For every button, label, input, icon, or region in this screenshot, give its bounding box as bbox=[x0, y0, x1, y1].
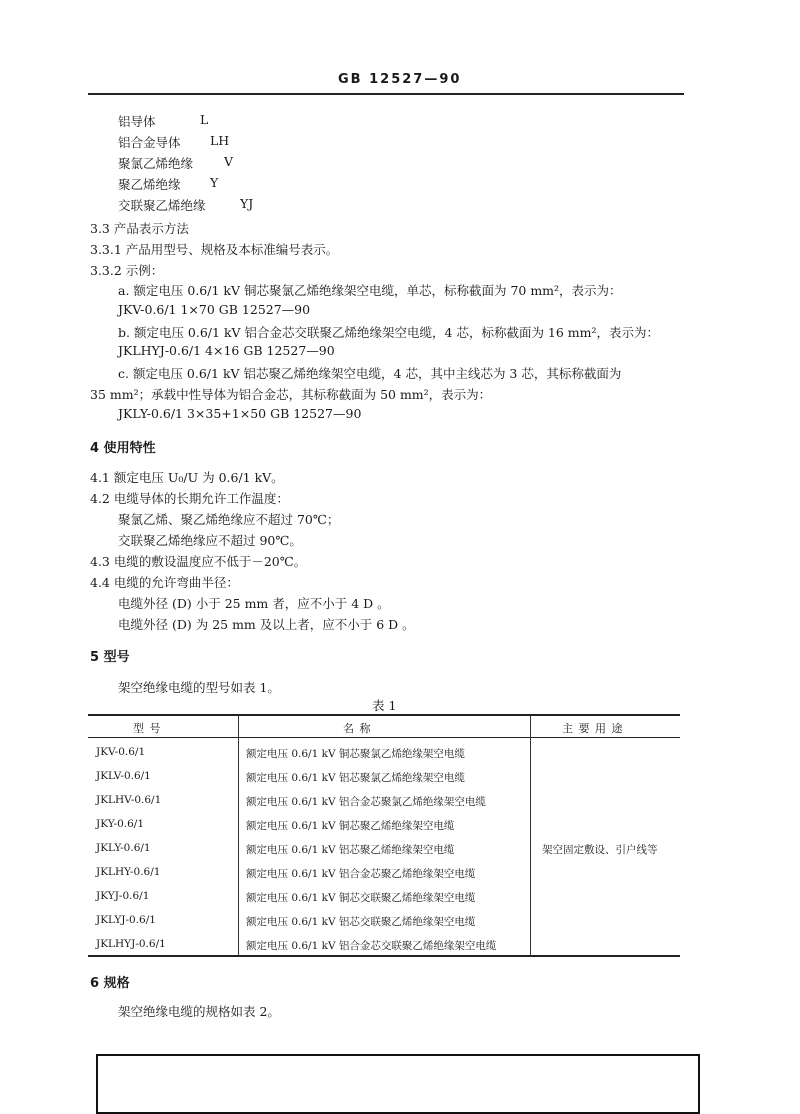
abbr-code: Y bbox=[210, 175, 219, 190]
section-6-title: 6 规格 bbox=[90, 976, 130, 991]
abbr-code: V bbox=[224, 154, 234, 169]
clause-4-1: 4.1 额定电压 U₀/U 为 0.6/1 kV。 bbox=[90, 470, 284, 485]
table-cell-model: JKLYJ-0.6/1 bbox=[96, 914, 156, 926]
bottom-frame bbox=[96, 1054, 700, 1114]
clause-4-2: 4.2 电缆导体的长期允许工作温度： bbox=[90, 491, 289, 506]
table-cell-model: JKLHV-0.6/1 bbox=[96, 794, 162, 806]
table-cell-name: 额定电压 0.6/1 kV 铝芯聚乙烯绝缘架空电缆 bbox=[246, 844, 455, 856]
table-header-rule bbox=[88, 737, 680, 738]
clause-4-3: 4.3 电缆的敷设温度应不低于－20℃。 bbox=[90, 554, 307, 569]
section-4-title: 4 使用特性 bbox=[90, 441, 156, 456]
clause-3-3-1: 3.3.1 产品用型号、规格及本标准编号表示。 bbox=[90, 242, 339, 257]
table-cell-name: 额定电压 0.6/1 kV 铝合金芯聚氯乙烯绝缘架空电缆 bbox=[246, 796, 486, 808]
table-cell-model: JKLY-0.6/1 bbox=[96, 842, 151, 854]
clause-3-3: 3.3 产品表示方法 bbox=[90, 221, 189, 236]
clause-4-4-a: 电缆外径 (D) 小于 25 mm 者，应不小于 4 D 。 bbox=[118, 596, 390, 611]
abbr-name: 交联聚乙烯绝缘 bbox=[118, 198, 206, 213]
table-cell-name: 额定电压 0.6/1 kV 铝芯交联聚乙烯绝缘架空电缆 bbox=[246, 916, 476, 928]
clause-3-3-2: 3.3.2 示例： bbox=[90, 263, 164, 278]
abbr-name: 聚乙烯绝缘 bbox=[118, 177, 181, 192]
example-c-line1: c. 额定电压 0.6/1 kV 铝芯聚乙烯绝缘架空电缆，4 芯，其中主线芯为 3 芯，其标称截面为 bbox=[118, 366, 622, 381]
table-cell-name: 额定电压 0.6/1 kV 铜芯交联聚乙烯绝缘架空电缆 bbox=[246, 892, 476, 904]
abbr-name: 铝导体 bbox=[118, 114, 156, 129]
example-c-line2: 35 mm²；承载中性导体为铝合金芯，其标称截面为 50 mm²，表示为： bbox=[90, 387, 492, 402]
table-cell-name: 额定电压 0.6/1 kV 铜芯聚氯乙烯绝缘架空电缆 bbox=[246, 748, 465, 760]
example-c-code: JKLY-0.6/1 3×35+1×50 GB 12527—90 bbox=[118, 406, 362, 421]
table-cell-name: 额定电压 0.6/1 kV 铜芯聚乙烯绝缘架空电缆 bbox=[246, 820, 455, 832]
example-b: b. 额定电压 0.6/1 kV 铝合金芯交联聚乙烯绝缘架空电缆，4 芯，标称截面为 16 mm²，表示为： bbox=[118, 325, 660, 340]
abbr-code: L bbox=[200, 112, 209, 127]
table-header-usage: 主 要 用 途 bbox=[562, 722, 624, 735]
table-cell-usage: 架空固定敷设、引户线等 bbox=[542, 844, 658, 856]
document-header: GB 12527—90 bbox=[338, 72, 462, 87]
table-cell-model: JKLHYJ-0.6/1 bbox=[96, 938, 166, 950]
table-cell-name: 额定电压 0.6/1 kV 铝芯聚氯乙烯绝缘架空电缆 bbox=[246, 772, 465, 784]
table-cell-model: JKLHY-0.6/1 bbox=[96, 866, 161, 878]
table-bottom-rule bbox=[88, 955, 680, 957]
table-cell-model: JKLV-0.6/1 bbox=[96, 770, 151, 782]
example-b-code: JKLHYJ-0.6/1 4×16 GB 12527—90 bbox=[118, 343, 335, 358]
table-col-divider bbox=[238, 715, 239, 956]
clause-4-2-b: 交联聚乙烯绝缘应不超过 90℃。 bbox=[118, 533, 302, 548]
table-cell-name: 额定电压 0.6/1 kV 铝合金芯交联聚乙烯绝缘架空电缆 bbox=[246, 940, 497, 952]
clause-4-2-a: 聚氯乙烯、聚乙烯绝缘应不超过 70℃； bbox=[118, 512, 340, 527]
abbr-code: YJ bbox=[240, 196, 254, 211]
section-5-text: 架空绝缘电缆的型号如表 1。 bbox=[118, 680, 280, 695]
table-cell-model: JKV-0.6/1 bbox=[96, 746, 146, 758]
abbr-name: 聚氯乙烯绝缘 bbox=[118, 156, 194, 171]
table-top-rule bbox=[88, 714, 680, 716]
table-header-model: 型 号 bbox=[133, 722, 162, 735]
abbr-name: 铝合金导体 bbox=[118, 135, 181, 150]
header-rule bbox=[88, 93, 684, 95]
clause-4-4: 4.4 电缆的允许弯曲半径： bbox=[90, 575, 239, 590]
table-col-divider bbox=[530, 715, 531, 956]
table-1-caption: 表 1 bbox=[372, 698, 397, 713]
table-cell-model: JKYJ-0.6/1 bbox=[96, 890, 150, 902]
section-6-text: 架空绝缘电缆的规格如表 2。 bbox=[118, 1004, 280, 1019]
abbr-code: LH bbox=[210, 133, 230, 148]
example-a-code: JKV-0.6/1 1×70 GB 12527—90 bbox=[118, 302, 311, 317]
example-a: a. 额定电压 0.6/1 kV 铜芯聚氯乙烯绝缘架空电缆，单芯，标称截面为 70 mm²，表示为： bbox=[118, 283, 622, 298]
table-header-name: 名 称 bbox=[343, 722, 372, 735]
section-5-title: 5 型号 bbox=[90, 650, 130, 665]
table-cell-model: JKY-0.6/1 bbox=[96, 818, 145, 830]
table-cell-name: 额定电压 0.6/1 kV 铝合金芯聚乙烯绝缘架空电缆 bbox=[246, 868, 476, 880]
clause-4-4-b: 电缆外径 (D) 为 25 mm 及以上者，应不小于 6 D 。 bbox=[118, 617, 415, 632]
